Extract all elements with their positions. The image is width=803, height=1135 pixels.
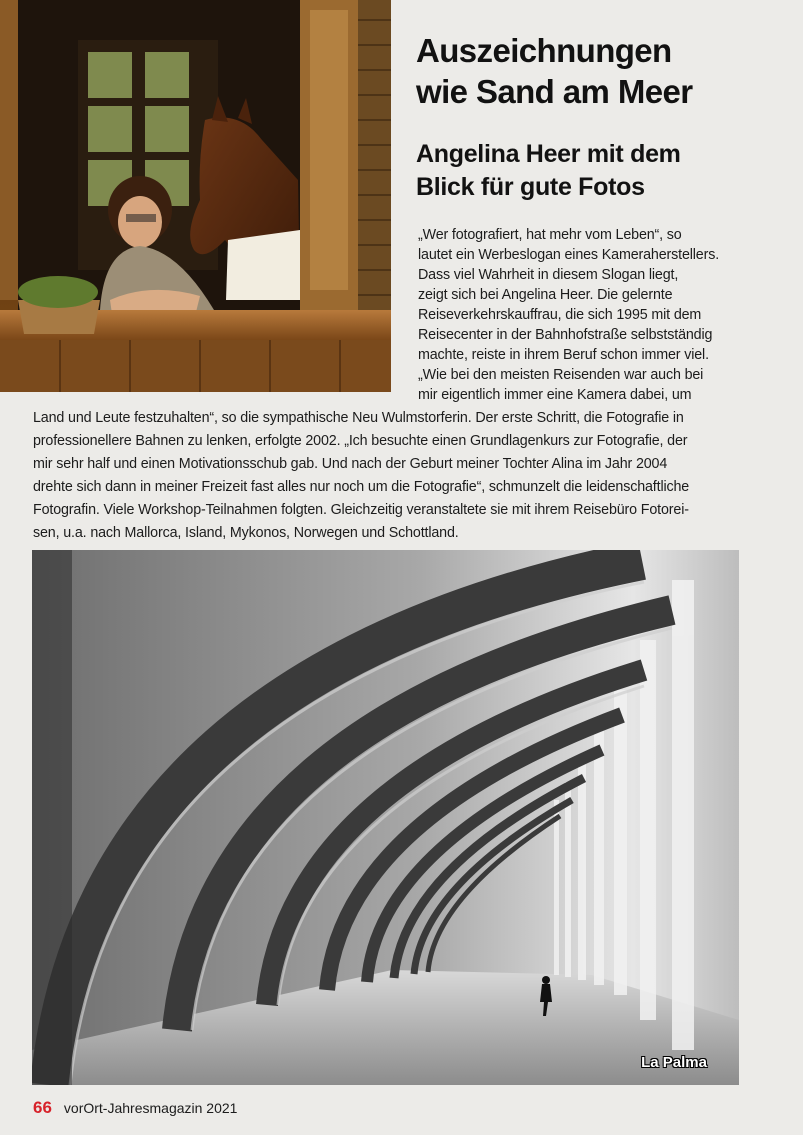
headline-line-2: wie Sand am Meer — [416, 73, 693, 110]
body-line: Reiseverkehrskauffrau, die sich 1995 mit dem — [418, 307, 702, 323]
page-number: 66 — [33, 1098, 52, 1117]
body-line: Fotografin. Viele Workshop-Teilnahmen folgten. Gleichzeitig veranstaltete sie mit ihrem Reisebüro Fotorei- — [33, 502, 689, 518]
body-line: Dass viel Wahrheit in diesem Slogan liegt, — [418, 267, 679, 283]
body-line: lautet ein Werbeslogan eines Kameraherstellers. — [418, 247, 720, 263]
body-line: mir eigentlich immer eine Kamera dabei, um — [418, 387, 692, 403]
body-line: professionellere Bahnen zu lenken, erfolgte 2002. „Ich besuchte einen Grundlagenkurs zur Fotografie, der — [33, 433, 688, 449]
body-line: „Wie bei den meisten Reisenden war auch bei — [418, 367, 704, 383]
subline-line-2: Blick für gute Fotos — [416, 173, 645, 201]
magazine-title: vorOrt-Jahresmagazin 2021 — [63, 1100, 238, 1116]
portrait-photo — [0, 0, 391, 392]
body-line: Land und Leute festzuhalten“, so die sympathische Neu Wulmstorferin. Der erste Schritt, die Fotografie in — [33, 410, 684, 426]
body-line: „Wer fotografiert, hat mehr vom Leben“, so — [418, 227, 682, 243]
article-subheadline — [416, 138, 796, 204]
photo-caption: La Palma — [641, 1054, 707, 1071]
headline-line-1: Auszeichnungen — [416, 32, 672, 69]
body-line: machte, reiste in ihrem Beruf schon immer viel. — [418, 347, 709, 363]
body-line: mir sehr half und einen Motivationsschub gab. Und nach der Geburt meiner Tochter Alina im Jahr 2004 — [33, 456, 668, 472]
page-footer — [33, 1098, 237, 1122]
subline-line-1: Angelina Heer mit dem — [416, 140, 681, 168]
body-line: Reisecenter in der Bahnhofstraße selbstständig — [418, 327, 713, 343]
article-headline — [416, 30, 796, 112]
body-line: drehte sich dann in meiner Freizeit fast alles nur noch um die Fotografie“, schmunzelt die leidenschaftliche — [33, 479, 690, 495]
tunnel-photo — [32, 550, 739, 1085]
body-line: sen, u.a. nach Mallorca, Island, Mykonos, Norwegen und Schottland. — [33, 525, 459, 541]
body-line: zeigt sich bei Angelina Heer. Die gelernte — [418, 287, 673, 303]
